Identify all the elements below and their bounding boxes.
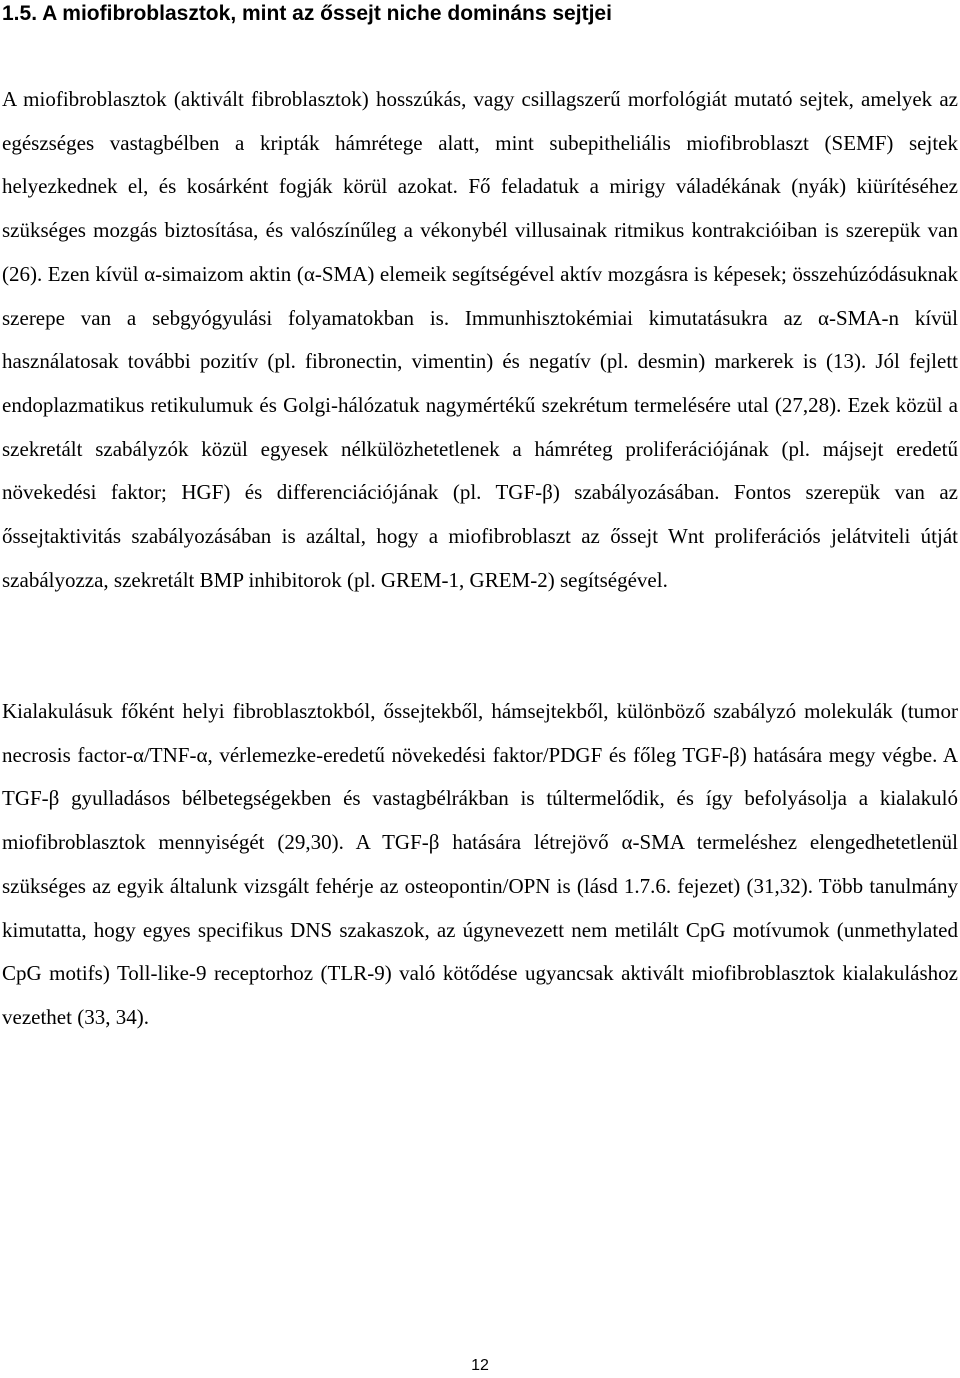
page-number: 12 bbox=[471, 1357, 489, 1374]
body-paragraph-2: Kialakulásuk főként helyi fibroblasztokból, őssejtekből, hámsejtekből, különböző szabályzó molekulák (tumor necrosis factor-α/TNF-α, vérlemezke-eredetű növekedési faktor/PDGF és főleg TGF-β) hatására megy végbe. A TGF-β gyulladásos bélbetegségekben és vastagbélrákban is túltermelődik, és így befolyásolja a kialakuló miofibroblasztok mennyiségét (29,30). A TGF-β hatására létrejövő α-SMA termeléshez elengedhetetlenül szükséges az egyik általunk vizsgált fehérje az osteopontin/OPN is (lásd 1.7.6. fejezet) (31,32). Több tanulmány kimutatta, hogy egyes specifikus DNS szakaszok, az úgynevezett nem metilált CpG motívumok (unmethylated CpG motifs) Toll-like-9 receptorhoz (TLR-9) való kötődése ugyancsak aktivált miofibroblasztok kialakuláshoz vezethet (33, 34). bbox=[2, 699, 958, 1029]
body-paragraph-1: A miofibroblasztok (aktivált fibroblasztok) hosszúkás, vagy csillagszerű morfológiát mutató sejtek, amelyek az egészséges vastagbélben a kripták hámrétege alatt, mint subepitheliális miofibroblaszt (SEMF) sejtek helyezkednek el, és kosárként fogják körül azokat. Fő feladatuk a mirigy váladékának (nyák) kiürítéséhez szükséges mozgás biztosítása, és valószínűleg a vékonybél villusainak ritmikus kontrakcióiban is szerepük van (26). Ezen kívül α-simaizom aktin (α-SMA) elemeik segítségével aktív mozgásra is képesek; összehúzódásuknak szerepe van a sebgyógyulási folyamatokban is. Immunhisztokémiai kimutatásukra az α-SMA-n kívül használatosak további pozitív (pl. fibronectin, vimentin) és negatív (pl. desmin) markerek is (13). Jól fejlett endoplazmatikus retikulumuk és Golgi-hálózatuk nagymértékű szekrétum termelésére utal (27,28). Ezek közül a szekretált szabályzók közül egyesek nélkülözhetetlenek a hámréteg proliferációjának (pl. májsejt eredetű növekedési faktor; HGF) és differenciációjának (pl. TGF-β) szabályozásában. Fontos szerepük van az őssejtaktivitás szabályozásában is azáltal, hogy a miofibroblaszt az őssejt Wnt proliferációs jelátviteli útját szabályozza, szekretált BMP inhibitorok (pl. GREM-1, GREM-2) segítségével. bbox=[2, 87, 958, 592]
section-heading: 1.5. A miofibroblasztok, mint az őssejt niche domináns sejtjei bbox=[2, 2, 612, 25]
